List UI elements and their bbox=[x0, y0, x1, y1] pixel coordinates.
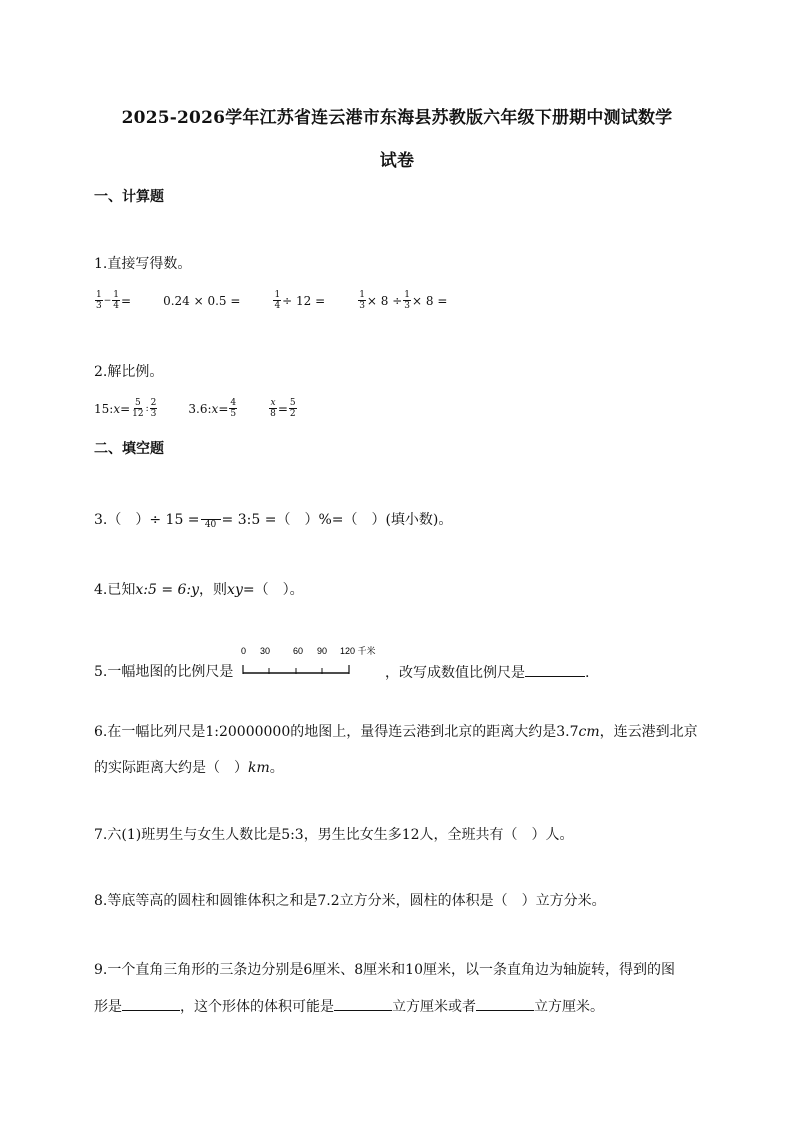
fraction: $\frac{1}{4}$ bbox=[113, 290, 120, 311]
fraction: $\frac{1}{3}$ bbox=[96, 290, 102, 311]
question-4: 4.已知x:5 = 6:y，则xy=（ ）。 bbox=[94, 582, 304, 598]
scale-label-120: 120 千米 bbox=[340, 646, 376, 656]
question-1: 1.直接写得数。 bbox=[94, 256, 192, 272]
fraction: $\frac{5}{12}$ bbox=[132, 398, 144, 419]
answer-blank[interactable] bbox=[476, 996, 534, 1011]
question-5-prefix: 5.一幅地图的比例尺是 bbox=[94, 664, 234, 680]
q2-item-a: 15: x = $\frac{5}{12}$ : $\frac{2}{3}$ bbox=[94, 398, 157, 419]
answer-blank[interactable] bbox=[122, 996, 180, 1011]
question-6-line1: 6.在一幅比列尺是1:20000000的地图上，量得连云港到北京的距离大约是3.7cm，连云港到北京 bbox=[94, 724, 698, 740]
scale-label-60: 60 bbox=[293, 646, 304, 656]
question-9-line1: 9.一个直角三角形的三条边分别是6厘米、8厘米和10厘米，以一条直角边为轴旋转，得到的图 bbox=[94, 962, 675, 978]
page-title-line2: 试卷 bbox=[379, 151, 415, 171]
page-title: 2025-2026学年江苏省连云港市东海县苏教版六年级下册期中测试数学 bbox=[121, 108, 673, 128]
section-heading-fill: 二、填空题 bbox=[94, 441, 164, 457]
question-2: 2.解比例。 bbox=[94, 364, 164, 380]
scale-label-0: 0 bbox=[241, 646, 247, 656]
q1-item-c: $\frac{1}{4}$ ÷ 12 = bbox=[274, 290, 326, 311]
fraction: $\frac{5}{2}$ bbox=[289, 398, 296, 419]
q2-item-c: $\frac{x}{8}$ = $\frac{5}{2}$ bbox=[270, 398, 296, 419]
q1-item-a: $\frac{1}{3}$ − $\frac{1}{4}$ = bbox=[96, 290, 132, 311]
answer-blank[interactable] bbox=[525, 662, 585, 677]
scale-label-90: 90 bbox=[317, 646, 328, 656]
question-2-items bbox=[94, 398, 330, 419]
q1-item-d: $\frac{1}{3}$ × 8 ÷ $\frac{1}{3}$ × 8 = bbox=[359, 290, 448, 311]
question-8: 8.等底等高的圆柱和圆锥体积之和是7.2立方分米，圆柱的体积是（ ）立方分米。 bbox=[94, 893, 606, 909]
section-heading-calc: 一、计算题 bbox=[94, 189, 164, 205]
map-scale-bar bbox=[241, 644, 376, 680]
question-9-line2: 形是 ，这个形体的体积可能是 立方厘米或者 立方厘米。 bbox=[94, 996, 604, 1017]
answer-blank[interactable] bbox=[334, 996, 392, 1011]
question-5-suffix: ，改写成数值比例尺是 . bbox=[385, 662, 589, 683]
fraction: $\frac{1}{3}$ bbox=[359, 290, 365, 311]
fraction: $\frac{4}{5}$ bbox=[230, 398, 237, 419]
question-1-items bbox=[94, 290, 479, 311]
question-3: 3.（ ）÷ 15 = 40 = 3:5 =（ ）%=（ ）(填小数)。 bbox=[94, 509, 452, 530]
q1-item-b: 0.24 × 0.5 = bbox=[163, 293, 241, 308]
fraction: $\frac{x}{8}$ bbox=[270, 398, 276, 419]
fraction: $\frac{1}{3}$ bbox=[404, 290, 411, 311]
fraction: $\frac{1}{4}$ bbox=[274, 290, 281, 311]
scale-label-30: 30 bbox=[260, 646, 271, 656]
q2-item-b: 3.6: x = $\frac{4}{5}$ bbox=[188, 398, 237, 419]
fraction: 40 bbox=[201, 509, 221, 530]
question-6-line2: 的实际距离大约是（ ）km。 bbox=[94, 760, 284, 776]
fraction: $\frac{2}{3}$ bbox=[150, 398, 157, 419]
question-7: 7.六(1)班男生与女生人数比是5:3，男生比女生多12人，全班共有（ ）人。 bbox=[94, 827, 574, 843]
